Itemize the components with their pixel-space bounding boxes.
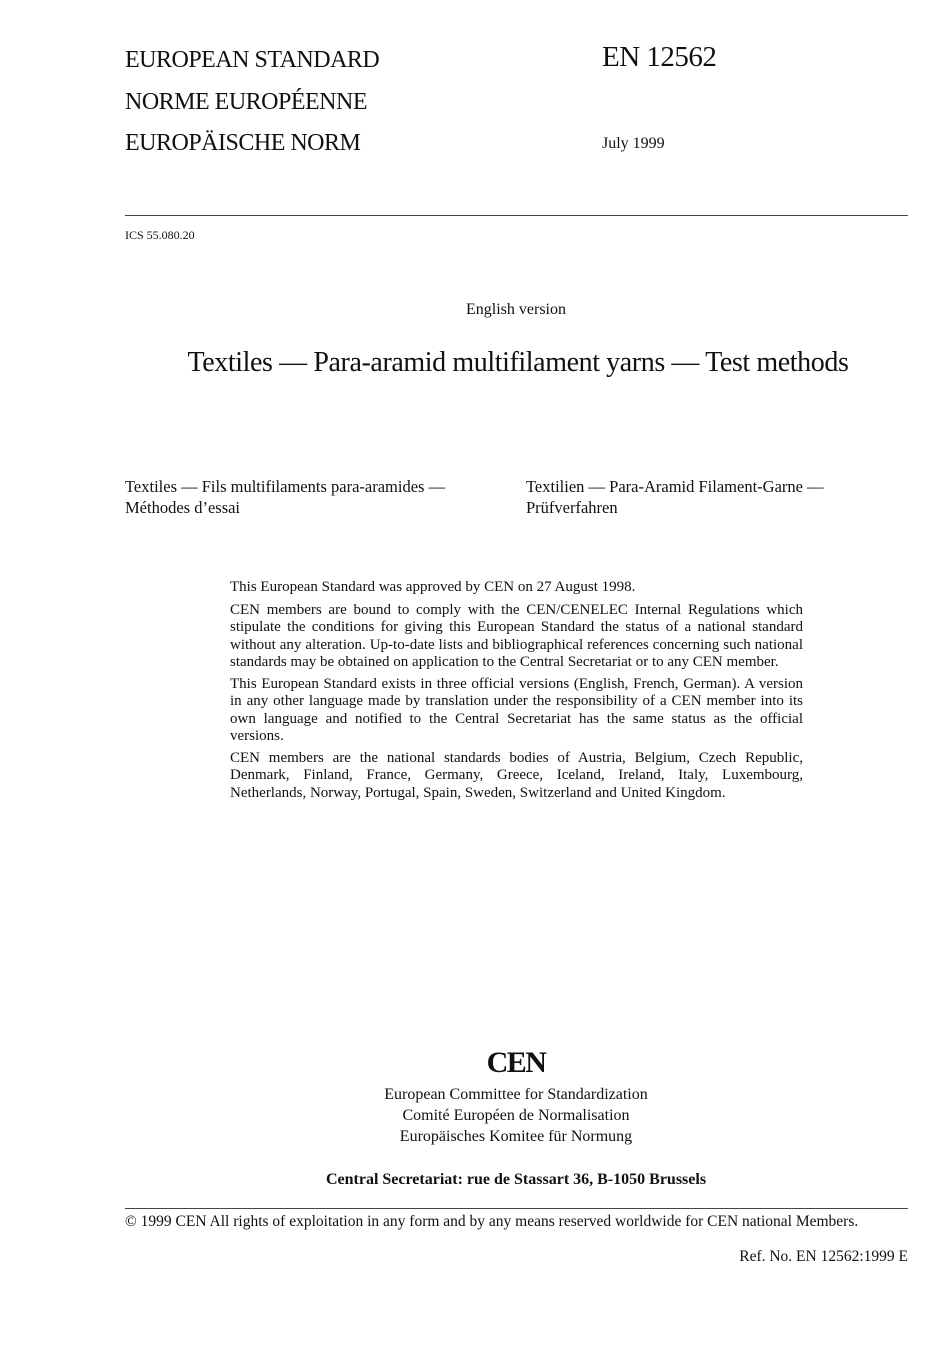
german-title-line-2: Prüfverfahren [526,498,618,517]
official-versions-paragraph: This European Standard exists in three official versions (English, French, German). A version in any other language made by translation under the responsibility of a CEN member into its own language and notified to the Central Secretariat has the same status as the official versions. [230,675,803,744]
copyright-notice: © 1999 CEN All rights of exploitation in any form and by any means reserved worldwide for CEN national Members. [125,1213,859,1230]
standard-title-english: EUROPEAN STANDARD [125,47,380,73]
cen-block [0,1046,950,1147]
standard-title-french: NORME EUROPÉENNE [125,89,367,115]
header-divider [125,215,908,216]
french-title [125,476,445,518]
cen-name-english: European Committee for Standardization [384,1086,648,1103]
reference-number: Ref. No. EN 12562:1999 E [739,1248,908,1265]
cen-name-german: Europäisches Komitee für Normung [399,1128,633,1145]
french-title-line-1: Textiles — Fils multifilaments para-aramides — [125,477,446,496]
footer-divider [125,1208,908,1209]
standard-number: EN 12562 [602,41,717,73]
compliance-paragraph: CEN members are bound to comply with the CEN/CENELEC Internal Regulations which stipulate the conditions for giving this European Standard the status of a national standard without any alteration. Up-to-date lists and bibliographical references concerning such national standards may be obtained on application to the Central Secretariat or to any CEN member. [230,601,803,670]
members-paragraph: CEN members are the national standards bodies of Austria, Belgium, Czech Republic, Denmark, Finland, France, Germany, Greece, Iceland, Ireland, Italy, Luxembourg, Netherlands, Norway, Portugal, Spain, Sweden, Switzerland and United Kingdom. [230,749,803,801]
approval-notice [230,579,803,806]
cen-name-french: Comité Européen de Normalisation [402,1107,630,1124]
approval-date-paragraph: This European Standard was approved by CEN on 27 August 1998. [230,579,636,595]
french-title-line-2: Méthodes d’essai [125,498,241,517]
secretariat-address: Central Secretariat: rue de Stassart 36, B-1050 Brussels [325,1171,707,1188]
version-label: English version [466,301,566,318]
ics-code: ICS 55.080.20 [125,228,195,242]
german-title [526,476,824,518]
standard-title-german: EUROPÄISCHE NORM [125,130,361,156]
german-title-line-1: Textilien — Para-Aramid Filament-Garne — [526,477,824,496]
document-title: Textiles — Para-aramid multifilament yarns — Test methods [187,347,849,378]
cen-logo: CEN [486,1046,546,1079]
publication-date: July 1999 [602,135,665,152]
